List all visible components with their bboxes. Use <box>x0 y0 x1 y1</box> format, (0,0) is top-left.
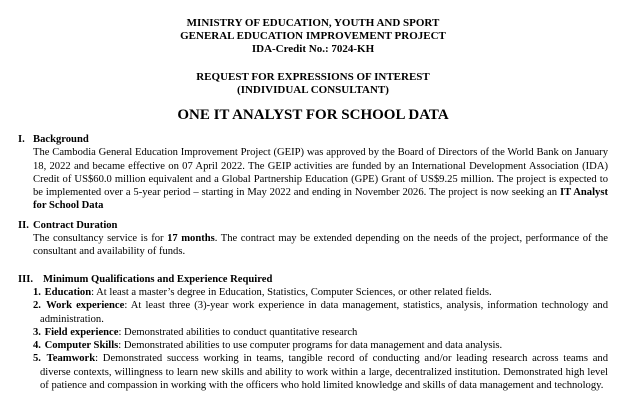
ministry-name-line: MINISTRY OF EDUCATION, YOUTH AND SPORT <box>186 17 440 29</box>
credit-number-line: IDA-Credit No.: 7024-KH <box>251 43 375 55</box>
section-heading <box>18 133 608 146</box>
section-heading-text: Minimum Qualifications and Experience Required <box>43 273 273 285</box>
paragraph-run: The Cambodia General Education Improvement Project (GEIP) was approved by the Board of Directors of the World Bank on January 18, 2022 and became effective on 07 April 2022. The GEIP activities are funded by an International Development Association (IDA) Credit of US$60.0 million equivalent and a Global Partnership Education (GPE) Grant of US$9.25 million. The project is expected to be implemented over a 5-year period – starting in May 2022 and ending in November 2026. The project is now seeking an <box>33 147 608 199</box>
section-numeral: I. <box>18 134 25 145</box>
qualification-list <box>33 286 608 392</box>
paragraph-run: . The contract may be extended depending on the needs of the project, performance of the consultant and availability of funds. <box>33 233 608 258</box>
paragraph-run: The consultancy service is for <box>33 233 168 245</box>
item-label: Work experience <box>46 300 125 312</box>
item-number: 5. <box>33 353 41 365</box>
document-header <box>18 17 608 56</box>
item-number: 2. <box>33 300 41 312</box>
section-numeral: III. <box>18 273 34 285</box>
section-numeral: II. <box>18 219 29 231</box>
section-heading-text: Background <box>33 134 89 145</box>
consultant-type-line: (INDIVIDUAL CONSULTANT) <box>237 84 389 96</box>
item-text: : Demonstrated abilities to conduct quantitative research <box>118 326 358 338</box>
item-text: : Demonstrated success working in teams, tangible record of conducting and/or leading research across teams and diverse contexts, willingness to learn new skills and ability to work within a large, decentralized institution. Demonstrated high level of patience and compassion in working with the officers who hold limited knowledge and skills of data management and technology. <box>40 353 608 392</box>
request-title-line: REQUEST FOR EXPRESSIONS OF INTEREST <box>196 71 430 83</box>
item-label: Computer Skills <box>44 340 119 352</box>
qualification-item-education <box>33 286 608 299</box>
qualification-item-computer-skills <box>33 339 608 352</box>
request-header <box>18 71 608 97</box>
project-name-line: GENERAL EDUCATION IMPROVEMENT PROJECT <box>180 30 446 42</box>
item-label: Education <box>44 286 92 298</box>
section-heading-text: Contract Duration <box>33 219 118 231</box>
item-text: : Demonstrated abilities to use computer programs for data management and data analysis. <box>118 340 503 352</box>
contract-paragraph <box>33 232 608 259</box>
qualification-item-field-experience <box>33 326 608 339</box>
section-heading <box>18 273 608 286</box>
qualification-item-teamwork <box>33 352 608 392</box>
section-contract-duration <box>18 219 608 259</box>
item-label: Field experience <box>44 326 119 338</box>
item-number: 4. <box>33 340 41 352</box>
paragraph-run-bold: 17 months <box>167 233 215 245</box>
qualification-item-work-experience <box>33 299 608 326</box>
item-number: 1. <box>33 286 41 298</box>
section-background <box>18 133 608 213</box>
item-number: 3. <box>33 326 41 338</box>
document-title: ONE IT ANALYST FOR SCHOOL DATA <box>177 107 449 123</box>
item-text: : At least three (3)-year work experience in data management, statistics, analysis, information technology and administration. <box>40 300 608 325</box>
section-qualifications <box>18 273 608 393</box>
item-text: : At least a master’s degree in Education, Statistics, Computer Sciences, or other related fields. <box>91 286 492 298</box>
paragraph-run-bold: IT Analyst for School Data <box>33 187 608 212</box>
background-paragraph <box>33 146 608 212</box>
item-label: Teamwork <box>46 353 96 365</box>
section-heading <box>18 219 608 232</box>
